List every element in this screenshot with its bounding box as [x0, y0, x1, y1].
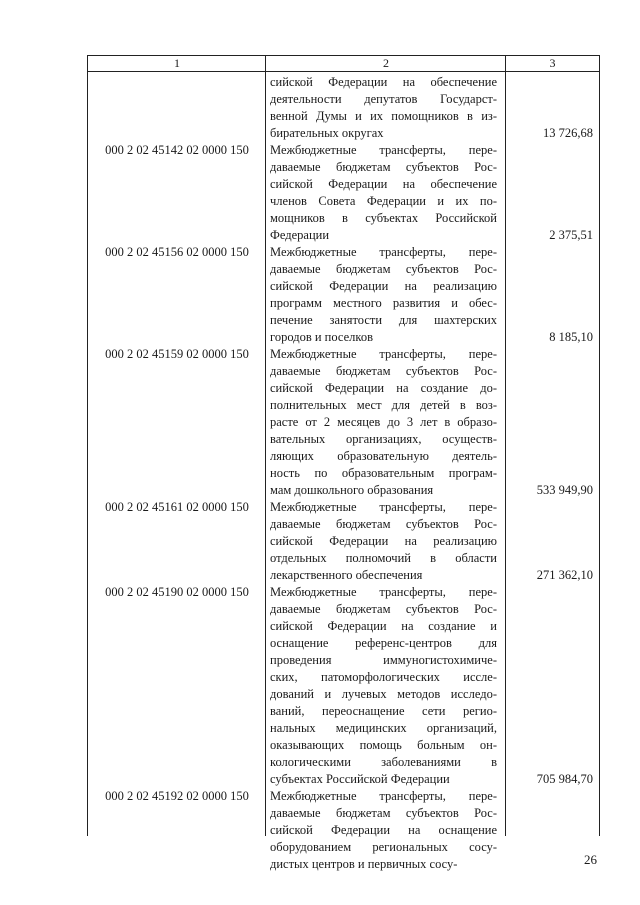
description-line: мощников в субъектах Российской [270, 211, 497, 225]
description-line: сийской Федерации на обеспечение [270, 177, 497, 191]
table-header [88, 56, 599, 72]
description-line: вательных организациях, осуществ- [270, 432, 497, 446]
amount-value: 705 984,70 [536, 772, 593, 786]
description-line: даваемые бюджетам субъектов Рос- [270, 160, 497, 174]
row-description [270, 788, 497, 873]
description-line: сийской Федерации на реализацию [270, 534, 497, 548]
description-line: даваемые бюджетам субъектов Рос- [270, 364, 497, 378]
budget-table [87, 55, 600, 871]
description-line: даваемые бюджетам субъектов Рос- [270, 262, 497, 276]
row-description [270, 74, 497, 142]
description-line: оборудованием региональных сосу- [270, 840, 497, 854]
header-col-2: 2 [383, 56, 389, 70]
column-divider-2 [505, 56, 506, 836]
description-line: Межбюджетные трансферты, пере- [270, 245, 497, 259]
description-line: печение занятости для шахтерских [270, 313, 497, 327]
description-line: оказывающих помощь больным он- [270, 738, 497, 752]
description-line: кологическими заболеваниями в [270, 755, 497, 769]
description-line: дистых центров и первичных сосу- [270, 857, 458, 871]
budget-code: 000 2 02 45142 02 0000 150 [105, 143, 249, 157]
row-description [270, 584, 497, 788]
header-col-3: 3 [549, 56, 556, 70]
header-col-1: 1 [174, 56, 180, 70]
description-line: программ местного развития и обес- [270, 296, 497, 310]
column-divider-1 [265, 56, 266, 836]
budget-code: 000 2 02 45161 02 0000 150 [105, 500, 249, 514]
description-line: Федерации [270, 228, 330, 242]
description-line: субъектах Российской Федерации [270, 772, 450, 786]
description-line: сийской Федерации на создание до- [270, 381, 497, 395]
budget-code: 000 2 02 45156 02 0000 150 [105, 245, 249, 259]
description-line: венной Думы и их помощников в из- [270, 109, 497, 123]
description-line: членов Совета Федерации и их по- [270, 194, 497, 208]
amount-value: 2 375,51 [549, 228, 593, 242]
description-line: городов и поселков [270, 330, 373, 344]
description-line: проведения иммуногистохимиче- [270, 653, 497, 667]
description-line: даваемые бюджетам субъектов Рос- [270, 517, 497, 531]
budget-code: 000 2 02 45192 02 0000 150 [105, 789, 249, 803]
description-line: сийской Федерации на оснащение [270, 823, 497, 837]
description-line: нальных медицинских организаций, [270, 721, 497, 735]
description-line: даваемые бюджетам субъектов Рос- [270, 806, 497, 820]
description-line: Межбюджетные трансферты, пере- [270, 789, 497, 803]
description-line: дований и лучевых методов исследо- [270, 687, 497, 701]
description-line: ляющих образовательную деятель- [270, 449, 497, 463]
description-line: мам дошкольного образования [270, 483, 434, 497]
amount-value: 13 726,68 [543, 126, 593, 140]
amount-value: 271 362,10 [536, 568, 593, 582]
description-line: Межбюджетные трансферты, пере- [270, 143, 497, 157]
description-line: деятельности депутатов Государст- [270, 92, 497, 106]
description-line: ность по образовательным програм- [270, 466, 497, 480]
description-line: сийской Федерации на создание и [270, 619, 497, 633]
budget-code: 000 2 02 45190 02 0000 150 [105, 585, 249, 599]
budget-code: 000 2 02 45159 02 0000 150 [105, 347, 249, 361]
description-line: даваемые бюджетам субъектов Рос- [270, 602, 497, 616]
description-line: бирательных округах [270, 126, 384, 140]
row-description [270, 499, 497, 584]
amount-value: 533 949,90 [536, 483, 593, 497]
page-number: 26 [584, 852, 597, 867]
description-line: Межбюджетные трансферты, пере- [270, 500, 497, 514]
description-line: сийской Федерации на обеспечение [270, 75, 497, 89]
description-line: Межбюджетные трансферты, пере- [270, 585, 497, 599]
row-description [270, 142, 497, 244]
description-line: полнительных мест для детей в воз- [270, 398, 497, 412]
description-line: Межбюджетные трансферты, пере- [270, 347, 497, 361]
description-line: сийской Федерации на реализацию [270, 279, 497, 293]
description-line: отдельных полномочий в области [270, 551, 497, 565]
description-line: расте от 2 месяцев до 3 лет в образо- [270, 415, 497, 429]
description-line: оснащение референс-центров для [270, 636, 497, 650]
row-description [270, 346, 497, 499]
description-line: лекарственного обеспечения [270, 568, 423, 582]
amount-value: 8 185,10 [549, 330, 593, 344]
description-line: ских, патоморфологических иссле- [270, 670, 497, 684]
row-description [270, 244, 497, 346]
description-line: ваний, переоснащение сети регио- [270, 704, 497, 718]
